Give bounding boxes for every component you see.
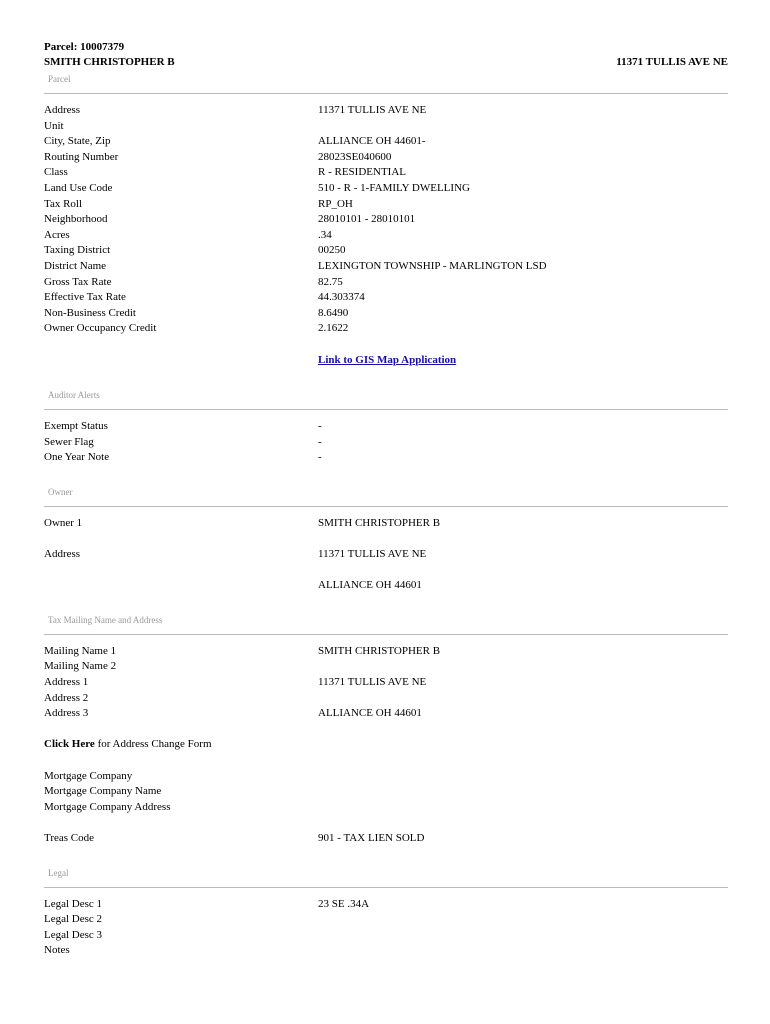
parcel-section	[44, 103, 728, 368]
value: .34	[318, 228, 332, 241]
owner-name: SMITH CHRISTOPHER B	[44, 56, 175, 68]
value: LEXINGTON TOWNSHIP - MARLINGTON LSD	[318, 259, 547, 272]
row-unit	[44, 119, 728, 135]
value: -	[318, 435, 322, 448]
spacer	[44, 753, 728, 769]
value	[318, 769, 728, 785]
spacer	[44, 847, 728, 864]
row-mailing-name-2	[44, 659, 728, 675]
value	[318, 928, 728, 944]
spacer	[44, 578, 318, 594]
row-neighborhood	[44, 212, 728, 228]
row-class	[44, 165, 728, 181]
row-district-name	[44, 259, 728, 275]
row-owner-address	[44, 547, 728, 563]
label: Non-Business Credit	[44, 306, 136, 319]
value: ALLIANCE OH 44601	[318, 707, 422, 720]
row-gis-link	[44, 353, 728, 369]
label: Address 1	[44, 676, 89, 689]
row-address-1	[44, 675, 728, 691]
label: Taxing District	[44, 244, 111, 257]
report-header	[44, 55, 728, 70]
label: Mailing Name 2	[44, 660, 117, 673]
address-change-suffix: for Address Change Form	[94, 738, 212, 751]
value: 11371 TULLIS AVE NE	[318, 548, 427, 561]
value: ALLIANCE OH 44601	[318, 579, 422, 592]
row-address-3	[44, 706, 728, 722]
auditor-alerts-section	[44, 419, 728, 466]
row-treas-code	[44, 831, 728, 847]
value: -	[318, 420, 322, 433]
row-taxing-district	[44, 243, 728, 259]
value: 901 - TAX LIEN SOLD	[318, 831, 425, 844]
section-divider	[44, 887, 728, 888]
spacer	[44, 815, 728, 831]
label: Owner Occupancy Credit	[44, 322, 157, 335]
label: Treas Code	[44, 831, 95, 844]
row-legal-desc-2	[44, 912, 728, 928]
label: City, State, Zip	[44, 135, 111, 148]
owner-section	[44, 516, 728, 594]
label: Neighborhood	[44, 213, 108, 226]
row-city-state-zip	[44, 134, 728, 150]
label: Address	[44, 548, 81, 561]
row-one-year-note	[44, 450, 728, 466]
value: SMITH CHRISTOPHER B	[318, 644, 441, 657]
value: 82.75	[318, 275, 343, 288]
section-divider	[44, 634, 728, 635]
value: 00250	[318, 244, 346, 257]
label: Address 3	[44, 707, 89, 720]
value: ALLIANCE OH 44601-	[318, 135, 426, 148]
row-address-2	[44, 691, 728, 707]
label: District Name	[44, 259, 107, 272]
tax-mailing-section	[44, 644, 728, 847]
section-title-parcel: Parcel	[48, 74, 71, 84]
row-mortgage-company-address	[44, 800, 728, 816]
row-mortgage-company-name	[44, 784, 728, 800]
label: Land Use Code	[44, 181, 113, 194]
value	[318, 784, 728, 800]
value	[318, 691, 728, 707]
label: Address	[44, 104, 81, 116]
value: R - RESIDENTIAL	[318, 166, 406, 179]
label: One Year Note	[44, 451, 110, 464]
row-legal-desc-3	[44, 928, 728, 944]
label: Legal Desc 2	[44, 913, 103, 926]
value: -	[318, 451, 322, 464]
value: SMITH CHRISTOPHER B	[318, 516, 441, 529]
label: Sewer Flag	[44, 435, 94, 448]
row-address	[44, 103, 728, 119]
value: 28010101 - 28010101	[318, 213, 416, 226]
section-divider	[44, 93, 728, 94]
row-routing-number	[44, 150, 728, 166]
click-here-link[interactable]: Click Here	[44, 738, 95, 751]
section-divider	[44, 409, 728, 410]
label: Acres	[44, 228, 70, 241]
value	[318, 943, 728, 959]
label: Legal Desc 1	[44, 897, 103, 910]
spacer	[44, 594, 728, 611]
value	[318, 119, 728, 135]
row-owner-1	[44, 516, 728, 532]
value	[318, 659, 728, 675]
spacer	[44, 563, 728, 579]
spacer	[44, 722, 728, 738]
parcel-report	[44, 40, 728, 959]
parcel-number: Parcel: 10007379	[44, 41, 125, 53]
row-exempt-status	[44, 419, 728, 435]
label: Tax Roll	[44, 197, 83, 210]
value: 510 - R - 1-FAMILY DWELLING	[318, 181, 470, 194]
row-gross-tax-rate	[44, 275, 728, 291]
label: Gross Tax Rate	[44, 275, 112, 288]
section-title-owner: Owner	[48, 486, 73, 497]
label: Unit	[44, 119, 64, 132]
spacer	[44, 466, 728, 483]
row-acres	[44, 228, 728, 244]
value: 11371 TULLIS AVE NE	[318, 104, 427, 116]
label: Mortgage Company Address	[44, 800, 171, 813]
label: Owner 1	[44, 516, 83, 529]
row-legal-desc-1	[44, 897, 728, 913]
row-non-business-credit	[44, 306, 728, 322]
value: 11371 TULLIS AVE NE	[318, 676, 427, 689]
gis-map-link[interactable]: Link to GIS Map Application	[318, 353, 457, 366]
value: 23 SE .34A	[318, 897, 370, 910]
address-change-text	[44, 737, 212, 753]
row-tax-roll	[44, 197, 728, 213]
section-title-auditor-alerts: Auditor Alerts	[48, 390, 100, 401]
row-mailing-name-1	[44, 644, 728, 660]
section-divider	[44, 506, 728, 507]
row-mortgage-company	[44, 769, 728, 785]
label: Routing Number	[44, 150, 119, 163]
section-title-tax-mailing: Tax Mailing Name and Address	[48, 614, 163, 625]
value: 44.303374	[318, 291, 365, 304]
spacer	[44, 531, 728, 547]
label: Mortgage Company Name	[44, 785, 162, 798]
row-owner-address-line2	[44, 578, 728, 594]
label: Legal Desc 3	[44, 928, 103, 941]
section-title-legal: Legal	[48, 867, 69, 878]
spacer	[44, 368, 728, 386]
value	[318, 800, 728, 816]
spacer	[44, 353, 318, 369]
legal-section	[44, 897, 728, 959]
row-effective-tax-rate	[44, 290, 728, 306]
row-sewer-flag	[44, 435, 728, 451]
spacer	[44, 337, 728, 353]
value: 2.1622	[318, 322, 349, 335]
row-land-use-code	[44, 181, 728, 197]
label: Exempt Status	[44, 420, 108, 433]
row-notes	[44, 943, 728, 959]
value: RP_OH	[318, 197, 353, 210]
value	[318, 912, 728, 928]
label: Address 2	[44, 691, 89, 704]
label: Effective Tax Rate	[44, 291, 126, 304]
header-address: 11371 TULLIS AVE NE	[616, 56, 728, 68]
label: Mailing Name 1	[44, 644, 117, 657]
label: Class	[44, 166, 68, 179]
value: 8.6490	[318, 306, 349, 319]
value: 28023SE040600	[318, 150, 392, 163]
label: Notes	[44, 944, 70, 957]
row-owner-occupancy-credit	[44, 321, 728, 337]
row-address-change	[44, 737, 728, 753]
label: Mortgage Company	[44, 769, 133, 782]
